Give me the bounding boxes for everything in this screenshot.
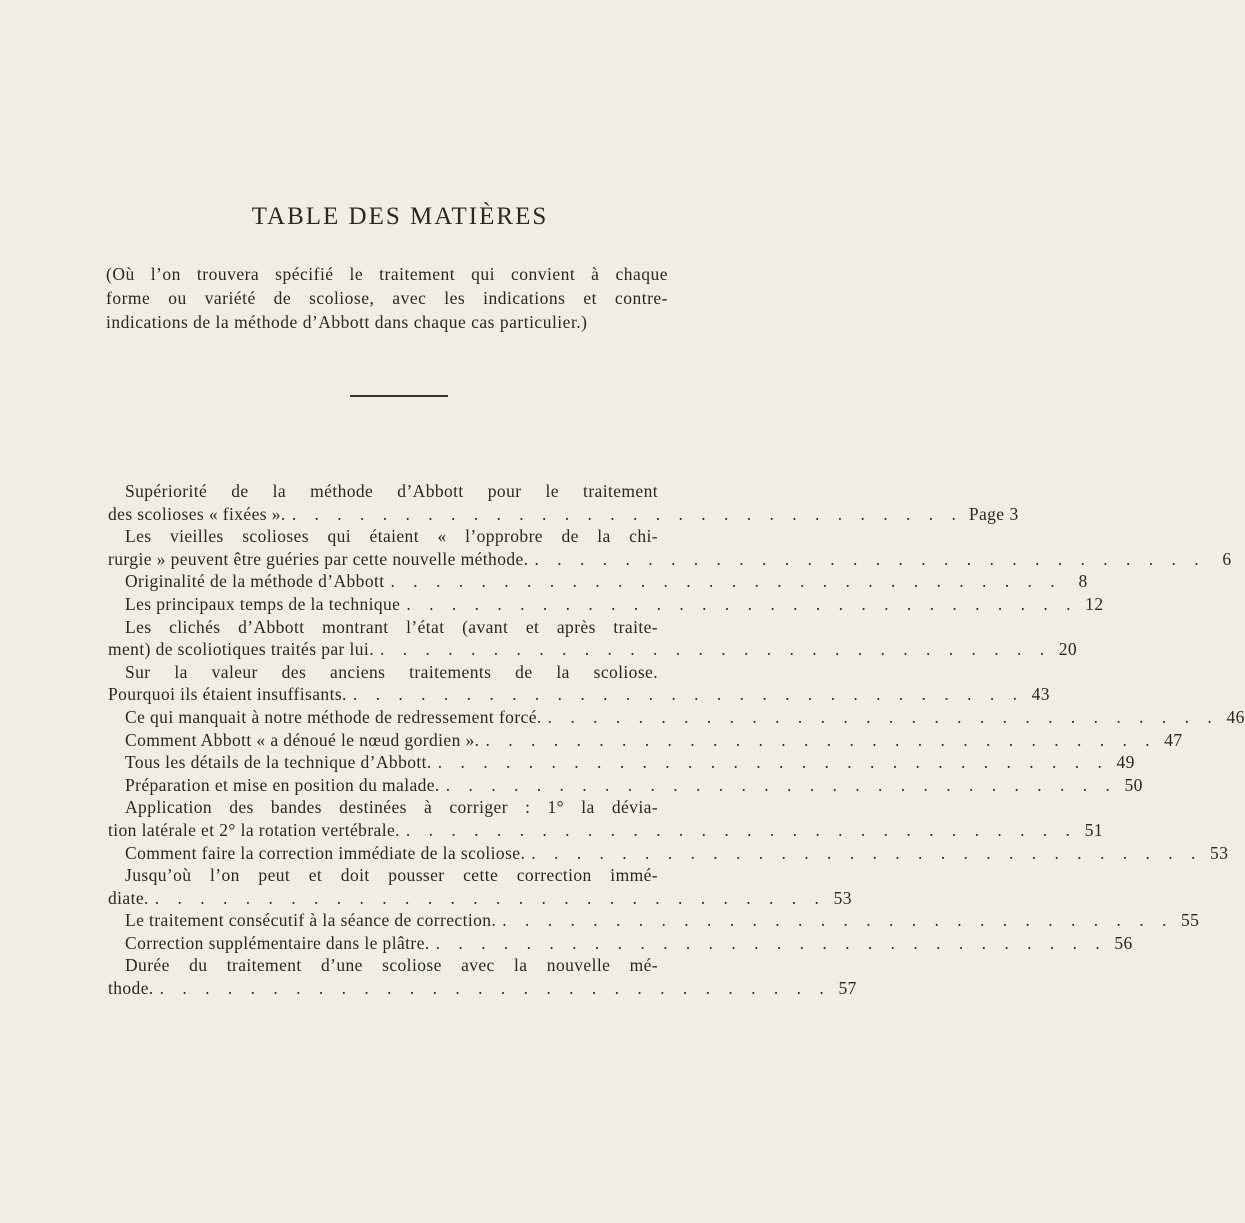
- dot-leader: . . . . . . . . . . . . . . . . . . . . . . . . . . . . . .: [502, 910, 1174, 931]
- toc-page-number: [1030, 683, 1050, 706]
- toc-entry-line: [108, 819, 1104, 842]
- toc-page-number: [1115, 751, 1135, 774]
- toc-page-number: [1083, 819, 1103, 842]
- toc-entry-line: [108, 548, 1232, 571]
- page-number-value: 20: [1058, 639, 1078, 660]
- page-word-label: Page: [968, 503, 1005, 524]
- dot-leader: . . . . . . . . . . . . . . . . . . . . . . . . . . . . . .: [406, 593, 1078, 614]
- toc-page-number: [1083, 593, 1103, 616]
- toc-entry-text: Ce qui manquait à notre méthode de redressement forcé.: [125, 706, 542, 727]
- page-number-value: 49: [1116, 752, 1135, 773]
- page-number-value: 50: [1124, 774, 1143, 795]
- toc-entry-line: [108, 503, 1019, 526]
- toc-page-number: [1225, 706, 1245, 729]
- page-number-value: 53: [833, 887, 852, 908]
- intro-line: (Où l’on trouvera spécifié le traitement qui convient à chaque: [106, 264, 668, 284]
- page-number-value: 8: [1078, 571, 1088, 592]
- toc-entry-line: [108, 954, 658, 977]
- toc-page-number: [1113, 932, 1133, 955]
- toc-entry-line: [108, 864, 658, 887]
- toc-entry-text: Les principaux temps de la technique: [125, 593, 401, 614]
- toc-entry-text: Tous les détails de la technique d’Abbott.: [125, 752, 432, 773]
- toc-entry-line: [108, 751, 1135, 774]
- toc-entry-text: Supériorité de la méthode d’Abbott pour le traitement: [125, 481, 658, 501]
- intro-paragraph: [106, 262, 668, 334]
- toc-entry-line: [108, 593, 1104, 616]
- toc-entry-text: Correction supplémentaire dans le plâtre.: [125, 932, 430, 953]
- toc-entry-text: Sur la valeur des anciens traitements de la scoliose.: [125, 661, 658, 682]
- toc-page-number: [832, 887, 852, 910]
- toc-entry-text: des scolioses « fixées ».: [108, 503, 286, 524]
- toc-entry-text: Application des bandes destinées à corriger : 1° la dévia-: [125, 797, 658, 818]
- toc-entry-line: [108, 570, 1088, 593]
- dot-leader: . . . . . . . . . . . . . . . . . . . . . . . . . . . . . .: [547, 706, 1219, 727]
- toc-entry-line: [108, 887, 852, 910]
- toc-entry-line: [108, 480, 658, 503]
- toc-entry-text: Pourquoi ils étaient insuffisants.: [108, 684, 347, 705]
- page-number-value: 51: [1084, 819, 1104, 840]
- toc-entry-line: [108, 616, 658, 639]
- page-number-value: 43: [1031, 684, 1050, 705]
- separator-rule: [350, 395, 448, 397]
- toc-entry-text: tion latérale et 2° la rotation vertébrale.: [108, 819, 400, 840]
- toc-page-number: [1208, 842, 1228, 865]
- toc-entry-text: Les vieilles scolioses qui étaient « l’opprobre de la chi-: [125, 526, 658, 547]
- toc-entry-line: [108, 842, 1229, 865]
- toc-entry-line: [108, 706, 1245, 729]
- toc-entry-text: Jusqu’où l’on peut et doit pousser cette correction immé-: [125, 865, 658, 886]
- page-number-value: 6: [1222, 548, 1232, 569]
- toc-page-number: [1212, 548, 1232, 571]
- page-number-value: 55: [1181, 910, 1200, 931]
- toc-entry-line: [108, 774, 1143, 797]
- page-number-value: 57: [838, 978, 857, 999]
- toc-entry-line: [108, 638, 1078, 661]
- intro-line: indications de la méthode d’Abbott dans chaque cas particulier.): [106, 312, 588, 332]
- page-number-value: 46: [1226, 706, 1245, 727]
- toc-page-number: [1123, 774, 1143, 797]
- dot-leader: . . . . . . . . . . . . . . . . . . . . . . . . . . . . . .: [291, 503, 963, 524]
- toc-entry-line: [108, 796, 658, 819]
- page-title: TABLE DES MATIÈRES: [251, 203, 549, 230]
- toc-entry-text: Préparation et mise en position du malade.: [125, 774, 440, 795]
- toc-entry-text: ment) de scoliotiques traités par lui.: [108, 639, 374, 660]
- page-number-value: 53: [1210, 842, 1229, 863]
- toc-entry-text: thode.: [108, 978, 154, 999]
- dot-leader: . . . . . . . . . . . . . . . . . . . . . . . . . . . . . .: [445, 774, 1117, 795]
- dot-leader: . . . . . . . . . . . . . . . . . . . . . . . . . . . . . .: [437, 752, 1109, 773]
- toc-entry-text: Originalité de la méthode d’Abbott: [125, 571, 385, 592]
- toc-entry-text: Comment Abbott « a dénoué le nœud gordien ».: [125, 729, 480, 750]
- toc-page-number: [837, 977, 857, 1000]
- dot-leader: . . . . . . . . . . . . . . . . . . . . . . . . . . . . . .: [405, 819, 1078, 840]
- toc-entry-line: [108, 932, 1133, 955]
- toc-page-number: [1179, 909, 1199, 932]
- toc-entry-line: [108, 683, 1050, 706]
- toc-entry-line: [108, 909, 1200, 932]
- toc-page-number: [1057, 638, 1077, 661]
- page-number-value: 47: [1164, 729, 1183, 750]
- toc-entry-line: [108, 729, 1183, 752]
- dot-leader: . . . . . . . . . . . . . . . . . . . . . . . . . . . . . .: [534, 548, 1206, 569]
- page-number-value: 12: [1085, 593, 1104, 614]
- page-number-value: 3: [1009, 503, 1019, 524]
- toc-entry-line: [108, 661, 658, 684]
- toc-entry-text: Les clichés d’Abbott montrant l’état (avant et après traite-: [125, 616, 658, 637]
- page-number-value: 56: [1114, 932, 1133, 953]
- dot-leader: . . . . . . . . . . . . . . . . . . . . . . . . . . . . . .: [485, 729, 1157, 750]
- toc-page-number: [1068, 570, 1088, 593]
- toc-entry-line: [108, 525, 658, 548]
- dot-leader: . . . . . . . . . . . . . . . . . . . . . . . . . . . . . .: [154, 887, 826, 908]
- toc-entry-text: Comment faire la correction immédiate de la scoliose.: [125, 842, 526, 863]
- toc-page-number: [1163, 729, 1183, 752]
- dot-leader: . . . . . . . . . . . . . . . . . . . . . . . . . . . . . .: [159, 978, 831, 999]
- dot-leader: . . . . . . . . . . . . . . . . . . . . . . . . . . . . . .: [352, 684, 1024, 705]
- toc-page-number: [969, 503, 1019, 526]
- dot-leader: . . . . . . . . . . . . . . . . . . . . . . . . . . . . . .: [390, 571, 1062, 592]
- dot-leader: . . . . . . . . . . . . . . . . . . . . . . . . . . . . . .: [379, 639, 1052, 660]
- toc-entry-line: [108, 977, 857, 1000]
- dot-leader: . . . . . . . . . . . . . . . . . . . . . . . . . . . . . .: [435, 932, 1107, 953]
- toc-entry-text: Durée du traitement d’une scoliose avec la nouvelle mé-: [125, 955, 658, 976]
- intro-line: forme ou variété de scoliose, avec les indications et contre-: [106, 288, 668, 308]
- toc-entry-text: diate.: [108, 887, 149, 908]
- toc-entry-text: Le traitement consécutif à la séance de correction.: [125, 910, 497, 931]
- dot-leader: . . . . . . . . . . . . . . . . . . . . . . . . . . . . . .: [531, 842, 1203, 863]
- toc-entry-text: rurgie » peuvent être guéries par cette nouvelle méthode.: [108, 548, 529, 569]
- table-of-contents: [108, 480, 1245, 1000]
